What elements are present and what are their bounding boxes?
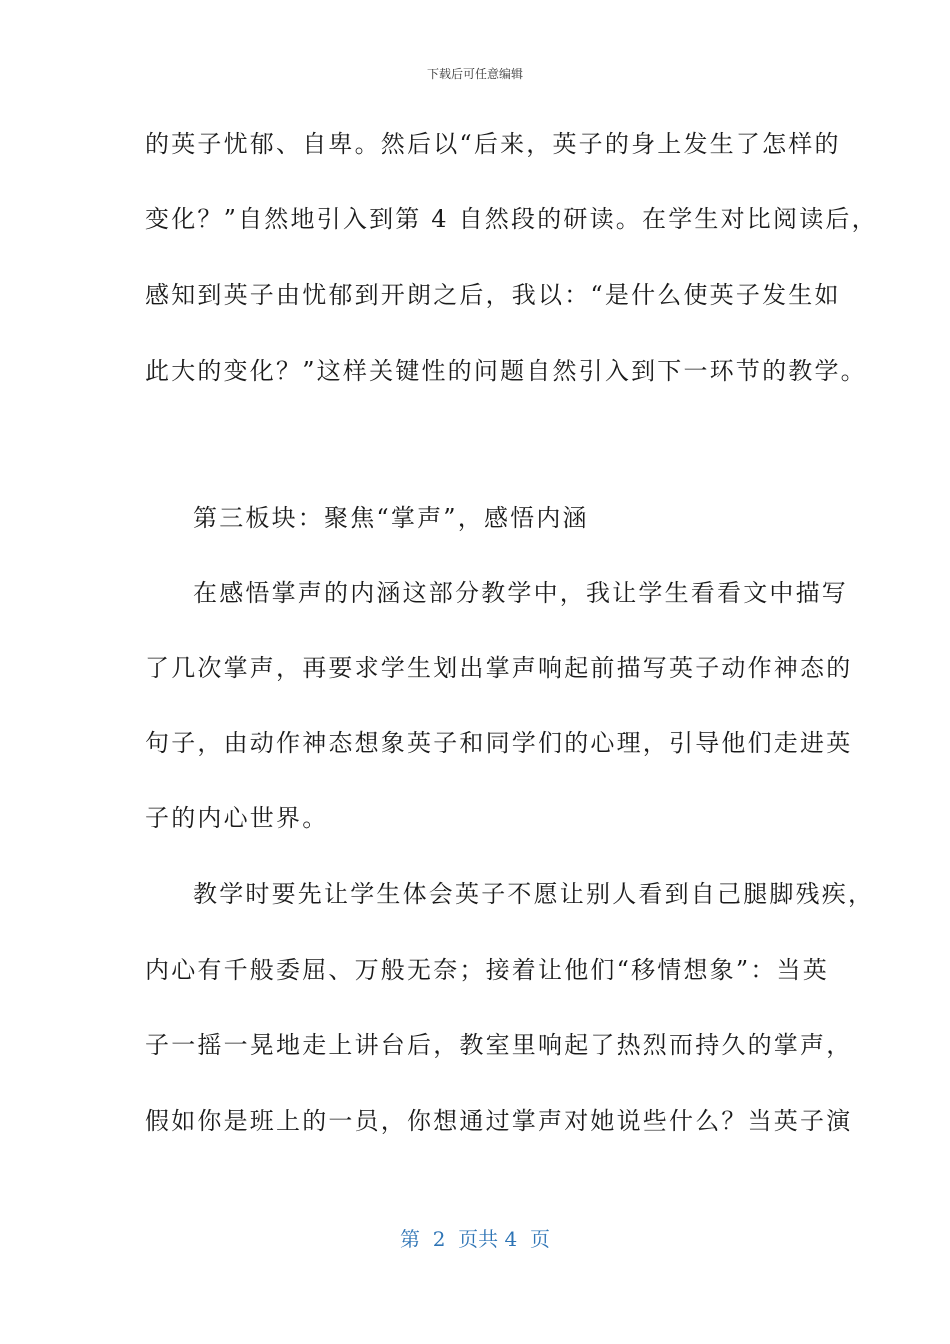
body-text-line: 子一摇一晃地走上讲台后，教室里响起了热烈而持久的掌声， <box>145 1031 853 1059</box>
body-text-line: 假如你是班上的一员，你想通过掌声对她说些什么？当英子演 <box>145 1107 853 1135</box>
body-text-line: 教学时要先让学生体会英子不愿让别人看到自己腿脚残疾， <box>193 880 875 908</box>
body-text-line: 句子，由动作神态想象英子和同学们的心理，引导他们走进英 <box>145 729 853 757</box>
page-header: 下载后可任意编辑 <box>426 67 523 81</box>
body-text-line: 内心有千般委屈、万般无奈；接着让他们“移情想象”：当英 <box>145 956 829 984</box>
body-text-line: 了几次掌声，再要求学生划出掌声响起前描写英子动作神态的 <box>145 654 853 682</box>
body-text-line: 此大的变化？”这样关键性的问题自然引入到下一环节的教学。 <box>145 357 867 385</box>
body-text-line: 变化？”自然地引入到第 4 自然段的研读。在学生对比阅读后， <box>145 205 878 233</box>
body-text-line: 子的内心世界。 <box>145 804 329 832</box>
section-heading: 第三板块：聚焦“掌声”，感悟内涵 <box>193 504 589 532</box>
page-number-footer: 第 2 页共 4 页 <box>400 1227 550 1251</box>
body-text-line: 的英子忧郁、自卑。然后以“后来，英子的身上发生了怎样的 <box>145 130 841 158</box>
body-text-line: 在感悟掌声的内涵这部分教学中，我让学生看看文中描写 <box>193 579 848 607</box>
body-text-line: 感知到英子由忧郁到开朗之后，我以：“是什么使英子发生如 <box>145 281 841 309</box>
